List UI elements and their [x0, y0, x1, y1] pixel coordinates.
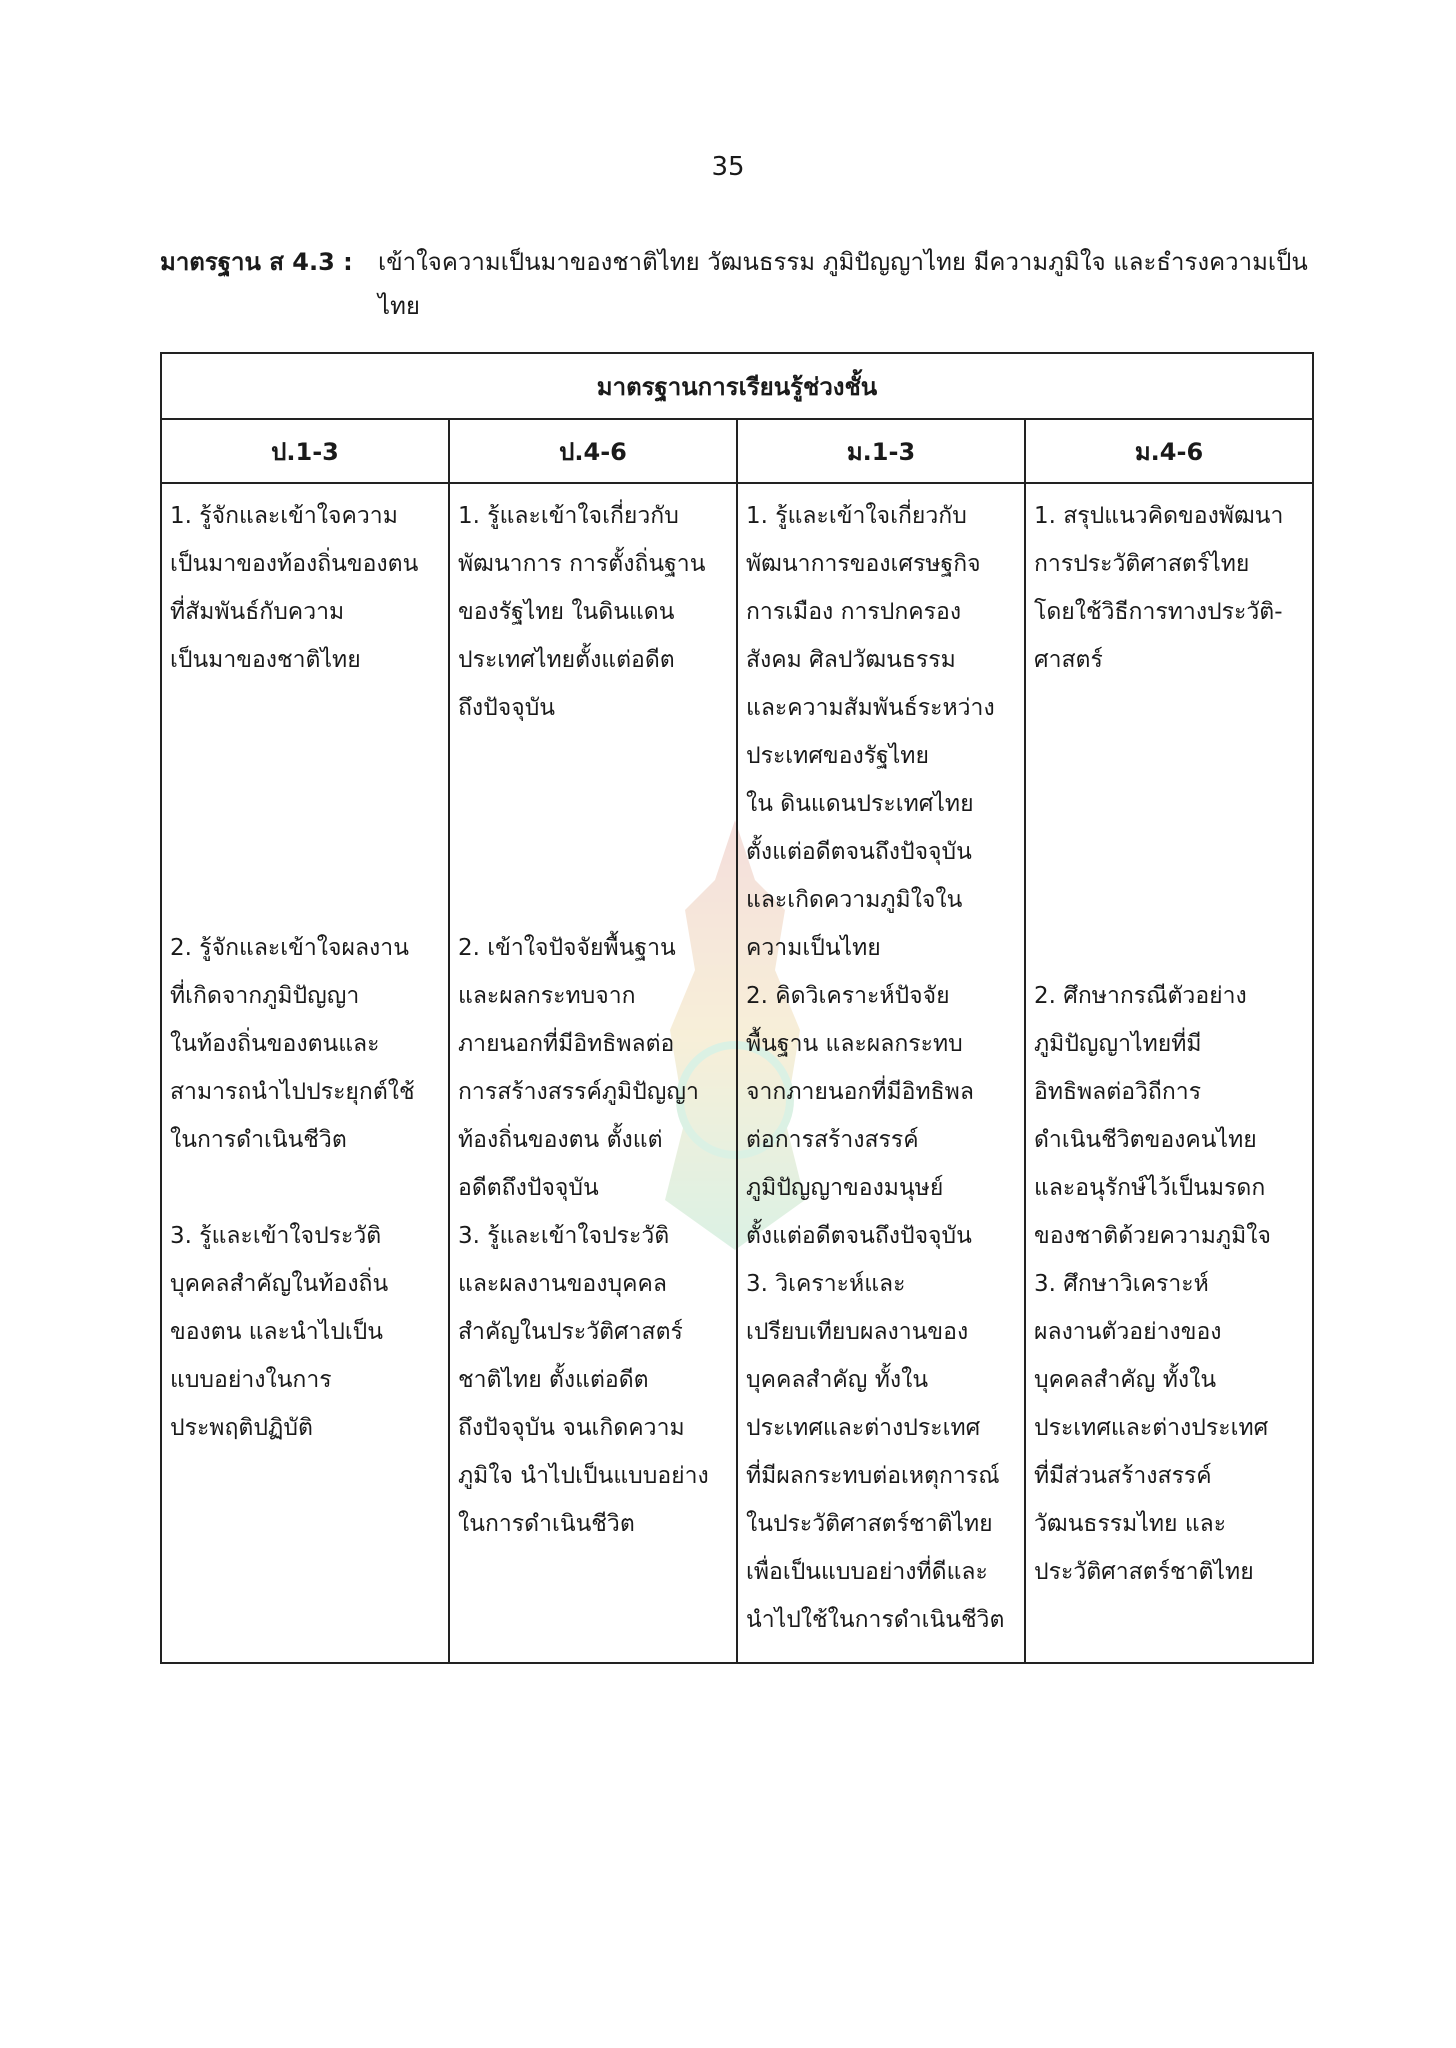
column-header-m4-6: ม.4-6 — [1025, 419, 1313, 483]
table-title: มาตรฐานการเรียนรู้ช่วงชั้น — [161, 353, 1313, 419]
cell-m1-3: 1. รู้และเข้าใจเกี่ยวกับ พัฒนาการของเศรษฐกิจ การเมือง การปกครอง สังคม ศิลปวัฒนธรรม และความสัมพันธ์ระหว่าง ประเทศของรัฐไทย ใน ดินแดนประเทศไทย ตั้งแต่อดีตจนถึงปัจจุบัน และเกิดความภูมิใจใน ความเป็นไทย 2. คิดวิเคราะห์ปัจจัย พื้นฐาน และผลกระทบ จากภายนอกที่มีอิทธิพล ต่อการสร้างสรรค์ ภูมิปัญญาของมนุษย์ ตั้งแต่อดีตจนถึงปัจจุบัน 3. วิเคราะห์และ เปรียบเทียบผลงานของ บุคคลสำคัญ ทั้งใน ประเทศและต่างประเทศ ที่มีผลกระทบต่อเหตุการณ์ ในประวัติศาสตร์ชาติไทย เพื่อเป็นแบบอย่างที่ดีและ นำไปใช้ในการดำเนินชีวิต — [737, 483, 1025, 1663]
cell-m4-6: 1. สรุปแนวคิดของพัฒนา การประวัติศาสตร์ไทย โดยใช้วิธีการทางประวัติ- ศาสตร์ 2. ศึกษากรณีตัวอย่าง ภูมิปัญญาไทยที่มี อิทธิพลต่อวิถีการ ดำเนินชีวิตของคนไทย และอนุรักษ์ไว้เป็นมรดก ของชาติด้วยความภูมิใจ 3. ศึกษาวิเคราะห์ ผลงานตัวอย่างของ บุคคลสำคัญ ทั้งใน ประเทศและต่างประเทศ ที่มีส่วนสร้างสรรค์ วัฒนธรรมไทย และ ประวัติศาสตร์ชาติไทย — [1025, 483, 1313, 1663]
column-header-m1-3: ม.1-3 — [737, 419, 1025, 483]
column-header-p4-6: ป.4-6 — [449, 419, 737, 483]
standard-label: มาตรฐาน ส 4.3 : — [160, 248, 353, 276]
page-number: 35 — [711, 152, 745, 182]
cell-p4-6: 1. รู้และเข้าใจเกี่ยวกับ พัฒนาการ การตั้งถิ่นฐาน ของรัฐไทย ในดินแดน ประเทศไทยตั้งแต่อดีต ถึงปัจจุบัน 2. เข้าใจปัจจัยพื้นฐาน และผลกระทบจาก ภายนอกที่มีอิทธิพลต่อ การสร้างสรรค์ภูมิปัญญา ท้องถิ่นของตน ตั้งแต่ อดีตถึงปัจจุบัน 3. รู้และเข้าใจประวัติ และผลงานของบุคคล สำคัญในประวัติศาสตร์ ชาติไทย ตั้งแต่อดีต ถึงปัจจุบัน จนเกิดความ ภูมิใจ นำไปเป็นแบบอย่าง ในการดำเนินชีวิต — [449, 483, 737, 1663]
table-row — [161, 483, 1313, 1663]
standard-text: เข้าใจความเป็นมาของชาติไทย วัฒนธรรม ภูมิปัญญาไทย มีความภูมิใจ และธำรงความเป็นไทย — [378, 248, 1308, 320]
learning-standards-table — [160, 352, 1314, 1664]
column-header-p1-3: ป.1-3 — [161, 419, 449, 483]
cell-p1-3: 1. รู้จักและเข้าใจความ เป็นมาของท้องถิ่นของตน ที่สัมพันธ์กับความ เป็นมาของชาติไทย 2. รู้จักและเข้าใจผลงาน ที่เกิดจากภูมิปัญญา ในท้องถิ่นของตนและ สามารถนำไปประยุกต์ใช้ ในการดำเนินชีวิต 3. รู้และเข้าใจประวัติ บุคคลสำคัญในท้องถิ่น ของตน และนำไปเป็น แบบอย่างในการ ประพฤติปฏิบัติ — [161, 483, 449, 1663]
standard-heading — [160, 240, 1320, 328]
